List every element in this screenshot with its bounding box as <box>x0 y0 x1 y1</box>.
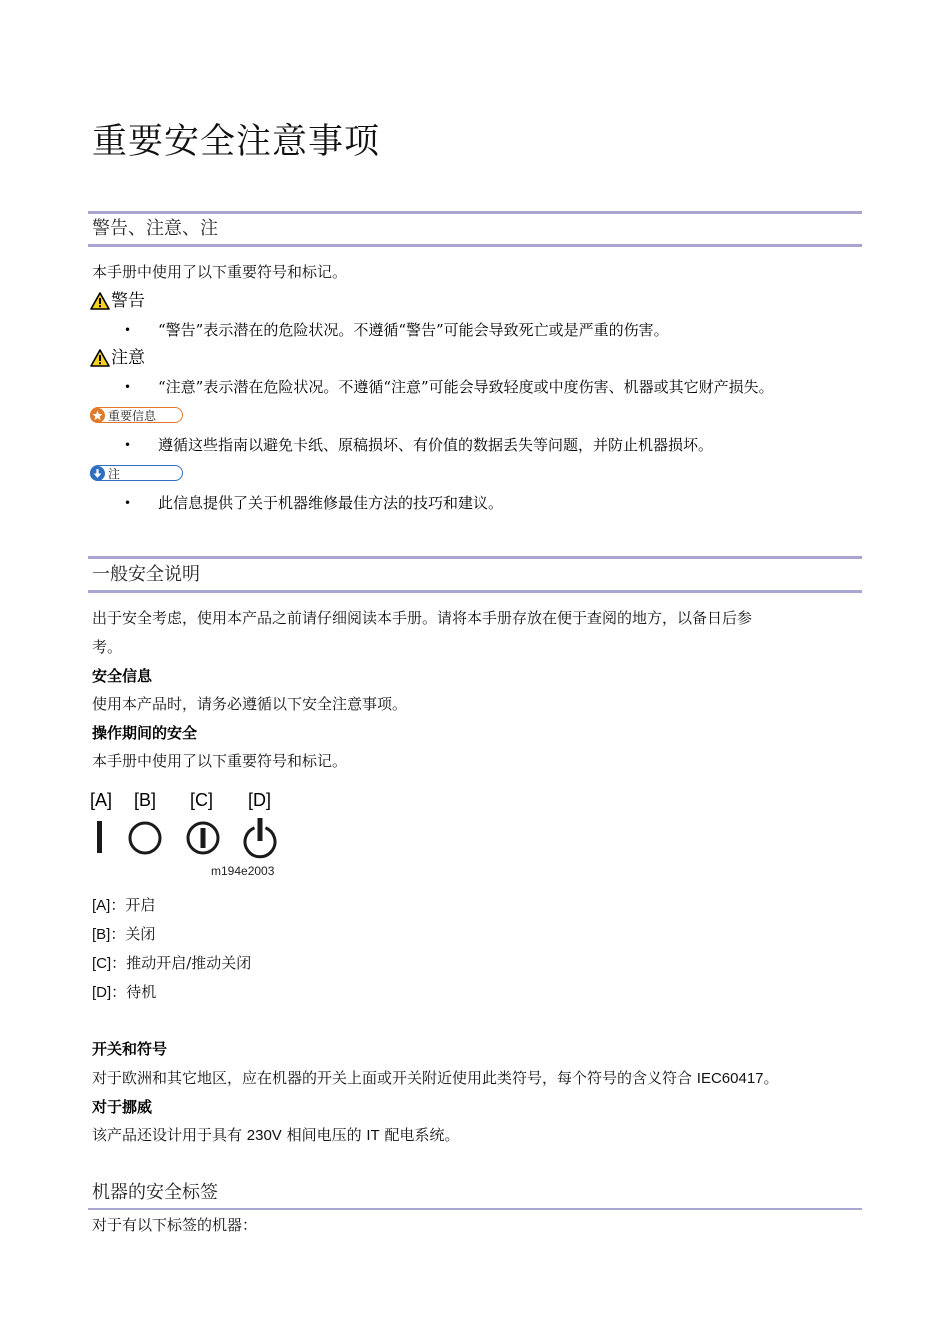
section-title-safety-labels: 机器的安全标签 <box>92 1182 218 1203</box>
figure-caption: m194e2003 <box>211 864 275 878</box>
note-badge <box>90 465 183 481</box>
bullet-dot: • <box>124 438 132 452</box>
norway-heading: 对于挪威 <box>92 1098 153 1116</box>
warning-label: 警告 <box>111 291 145 311</box>
legend-item-d <box>92 981 156 1004</box>
norway-text <box>92 1124 460 1147</box>
legend-sep: ： <box>110 925 126 943</box>
section-rule-top <box>88 211 862 214</box>
switches-text-pre: 对于欧洲和其它地区，应在机器的开关上面或开关附近使用此类符号，每个符号的含义符合 <box>92 1069 697 1087</box>
legend-value: 关闭 <box>125 925 156 943</box>
section-rule-bottom <box>88 590 862 593</box>
section-title-general: 一般安全说明 <box>92 564 200 585</box>
legend-key: [B] <box>92 926 111 943</box>
legend-key: [A] <box>92 897 111 914</box>
caution-bullet <box>124 376 774 398</box>
section-title-warnings: 警告、注意、注 <box>92 218 218 239</box>
power-symbols-figure <box>88 816 288 860</box>
caution-heading <box>90 347 145 369</box>
legend-item-b <box>92 923 155 946</box>
important-text: 遵循这些指南以避免卡纸、原稿损坏、有价值的数据丢失等问题，并防止机器损坏。 <box>158 436 714 454</box>
voltage-value: 230V <box>246 1127 282 1144</box>
legend-sep: ： <box>110 896 126 914</box>
power-toggle-icon <box>188 823 218 853</box>
bullet-dot: • <box>124 380 132 394</box>
note-label: 注 <box>108 466 121 481</box>
switches-text <box>92 1067 779 1090</box>
bullet-dot: • <box>124 323 132 337</box>
note-text: 此信息提供了关于机器维修最佳方法的技巧和建议。 <box>158 494 504 512</box>
arrow-down-icon <box>90 466 105 481</box>
note-bullet <box>124 492 503 514</box>
warning-text: “警告”表示潜在的危险状况。不遵循“警告”可能会导致死亡或是严重的伤害。 <box>158 321 669 339</box>
switches-text-post: 。 <box>763 1069 779 1087</box>
legend-key: [C] <box>92 955 112 972</box>
legend-value: 开启 <box>125 896 156 914</box>
legend-value: 推动开启/推动关闭 <box>126 954 252 972</box>
star-icon <box>90 408 105 423</box>
norway-text-mid: 相间电压的 <box>281 1126 367 1144</box>
warning-triangle-icon <box>90 292 110 310</box>
symbol-label-a: [A] <box>90 790 113 810</box>
caution-triangle-icon <box>90 349 110 367</box>
important-badge <box>90 407 183 423</box>
power-standby-icon <box>245 818 275 857</box>
safety-info-text: 使用本产品时，请务必遵循以下安全注意事项。 <box>92 695 408 713</box>
symbol-label-c: [C] <box>190 790 214 810</box>
it-system: IT <box>366 1127 380 1144</box>
caution-text: “注意”表示潜在危险状况。不遵循“注意”可能会导致轻度或中度伤害、机器或其它财产损失。 <box>158 378 774 396</box>
norway-text-post: 配电系统。 <box>379 1126 460 1144</box>
important-label: 重要信息 <box>108 408 157 423</box>
switches-heading: 开关和符号 <box>92 1040 168 1058</box>
page-title: 重要安全注意事项 <box>92 122 381 162</box>
legend-sep: ： <box>111 954 127 972</box>
legend-value: 待机 <box>126 983 157 1001</box>
section2-intro-line1: 出于安全考虑，使用本产品之前请仔细阅读本手册。请将本手册存放在便于查阅的地方，以备日后参 <box>92 609 753 627</box>
power-on-icon <box>97 821 102 853</box>
operation-heading: 操作期间的安全 <box>92 724 198 742</box>
power-off-icon <box>130 823 160 853</box>
section-rule-bottom <box>88 1208 862 1210</box>
safety-info-heading: 安全信息 <box>92 667 153 685</box>
section3-intro: 对于有以下标签的机器： <box>92 1216 258 1234</box>
section-rule-bottom <box>88 244 862 247</box>
important-bullet <box>124 434 713 456</box>
symbol-label-d: [D] <box>248 790 272 810</box>
norway-text-pre: 该产品还设计用于具有 <box>92 1126 247 1144</box>
section2-intro-line2: 考。 <box>92 638 123 656</box>
symbol-label-b: [B] <box>134 790 157 810</box>
operation-text: 本手册中使用了以下重要符号和标记。 <box>92 752 348 770</box>
section1-intro: 本手册中使用了以下重要符号和标记。 <box>92 263 348 281</box>
warning-heading <box>90 290 145 312</box>
bullet-dot: • <box>124 496 132 510</box>
legend-sep: ： <box>111 983 127 1001</box>
legend-item-a <box>92 894 155 917</box>
iec-code: IEC60417 <box>696 1070 764 1087</box>
section-rule-top <box>88 556 862 559</box>
legend-key: [D] <box>92 984 112 1001</box>
caution-label: 注意 <box>111 348 145 368</box>
legend-item-c <box>92 952 251 975</box>
warning-bullet <box>124 319 669 341</box>
